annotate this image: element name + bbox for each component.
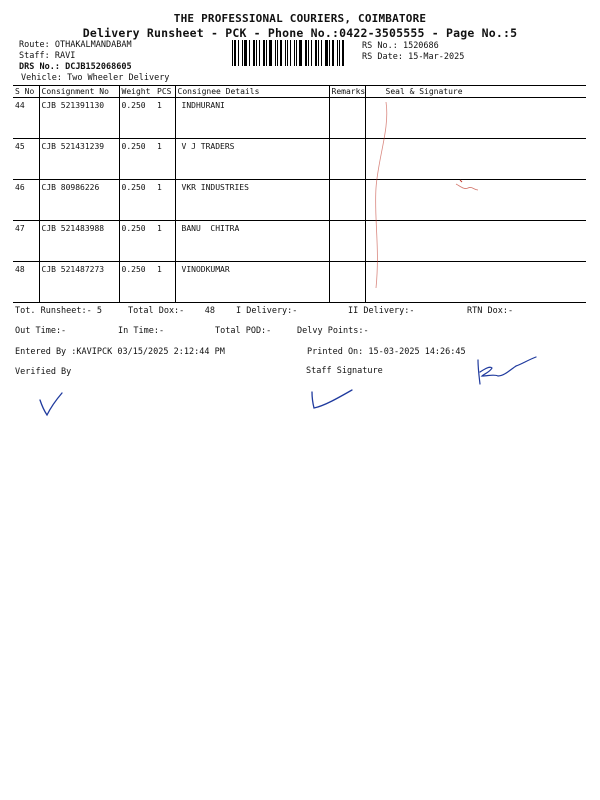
- staff-signature-label: Staff Signature: [306, 366, 383, 376]
- cell-sno: 46: [13, 180, 39, 221]
- cell-consignment: CJB 80986226: [39, 180, 119, 221]
- total-dox: Total Dox:- 48: [128, 306, 215, 316]
- barcode-bar: [342, 40, 344, 66]
- verified-by-label: Verified By: [15, 367, 72, 377]
- cell-consignment: CJB 521431239: [39, 139, 119, 180]
- cell-consignment: CJB 521483988: [39, 221, 119, 262]
- cell-pcs: 1: [155, 180, 175, 221]
- header-weight: Weight: [119, 86, 155, 98]
- header-seal-signature: Seal & Signature: [365, 86, 586, 98]
- cell-sno: 45: [13, 139, 39, 180]
- cell-consignment: CJB 521487273: [39, 262, 119, 303]
- route-label: Route:: [19, 40, 50, 50]
- cell-weight: 0.250: [119, 180, 155, 221]
- header-remarks: Remarks: [329, 86, 365, 98]
- table-row: [13, 262, 586, 303]
- vehicle-value: Two Wheeler Delivery: [67, 73, 170, 83]
- entered-by: Entered By :KAVIPCK 03/15/2025 2:12:44 PM: [15, 347, 225, 357]
- cell-consignment: CJB 521391130: [39, 98, 119, 139]
- delvy-points: Delvy Points:-: [297, 326, 369, 336]
- i-delivery: I Delivery:-: [236, 306, 298, 316]
- cell-consignee: V J TRADERS: [175, 139, 329, 180]
- rs-date-label: RS Date:: [362, 52, 403, 62]
- barcode-bar: [280, 40, 282, 66]
- handwritten-signature: [470, 354, 540, 390]
- cell-pcs: 1: [155, 98, 175, 139]
- rs-date-value: 15-Mar-2025: [408, 52, 465, 62]
- drs-value: DCJB152068605: [65, 62, 132, 72]
- cell-weight: 0.250: [119, 221, 155, 262]
- runsheet-subtitle: Delivery Runsheet - PCK - Phone No.:0422-3505555 - Page No.:5: [82, 26, 518, 40]
- barcode-bar: [329, 40, 330, 66]
- ii-delivery: II Delivery:-: [348, 306, 415, 316]
- cell-weight: 0.250: [119, 262, 155, 303]
- in-time: In Time:-: [118, 326, 165, 336]
- barcode-bar: [266, 40, 267, 66]
- barcode-bar: [299, 40, 302, 66]
- drs-line: [19, 62, 132, 72]
- cell-pcs: 1: [155, 221, 175, 262]
- printed-on: Printed On: 15-03-2025 14:26:45: [307, 347, 466, 357]
- route-line: [19, 40, 132, 50]
- barcode-bar: [242, 40, 243, 66]
- barcode-bar: [249, 40, 250, 66]
- cell-consignee: INDHURANI: [175, 98, 329, 139]
- table-header-row: [13, 86, 586, 98]
- company-title: THE PROFESSIONAL COURIERS, COIMBATORE: [173, 12, 427, 25]
- barcode-bar: [275, 40, 276, 66]
- barcode-bar: [285, 40, 286, 66]
- seal-scribble: [360, 98, 500, 298]
- cell-sno: 44: [13, 98, 39, 139]
- header-sno: S No: [13, 86, 39, 98]
- staff-label: Staff:: [19, 51, 50, 61]
- barcode: [232, 40, 347, 66]
- vehicle-label: Vehicle:: [21, 73, 62, 83]
- barcode-bar: [256, 40, 257, 66]
- staff-value: RAVI: [54, 51, 76, 61]
- cell-sno: 47: [13, 221, 39, 262]
- tot-runsheet: Tot. Runsheet:- 5: [15, 306, 102, 316]
- barcode-bar: [318, 40, 319, 66]
- header-consignment-no: Consignment No: [39, 86, 119, 98]
- total-pod: Total POD:-: [215, 326, 272, 336]
- barcode-bar: [315, 40, 317, 66]
- table-row: [13, 221, 586, 262]
- barcode-bar: [263, 40, 265, 66]
- barcode-bar: [332, 40, 334, 66]
- cell-consignee: VKR INDUSTRIES: [175, 180, 329, 221]
- cell-consignee: BANU CHITRA: [175, 221, 329, 262]
- barcode-bar: [269, 40, 272, 66]
- barcode-bar: [259, 40, 260, 66]
- cell-consignee: VINODKUMAR: [175, 262, 329, 303]
- out-time: Out Time:-: [15, 326, 67, 336]
- table-row: [13, 180, 586, 221]
- barcode-bar: [244, 40, 247, 66]
- table-row: [13, 139, 586, 180]
- barcode-bar: [321, 40, 322, 66]
- barcode-bar: [311, 40, 312, 66]
- header-consignee-details: Consignee Details: [175, 86, 329, 98]
- barcode-bar: [296, 40, 297, 66]
- barcode-bar: [308, 40, 309, 66]
- barcode-bar: [290, 40, 291, 66]
- barcode-bar: [305, 40, 307, 66]
- rs-date-line: [362, 52, 464, 62]
- vehicle-line: [21, 73, 169, 83]
- table-row: [13, 98, 586, 139]
- rs-no-value: 1520686: [402, 41, 439, 51]
- cell-weight: 0.250: [119, 98, 155, 139]
- cell-pcs: 1: [155, 139, 175, 180]
- barcode-bar: [232, 40, 233, 66]
- barcode-bar: [339, 40, 340, 66]
- header-pcs: PCS: [155, 86, 175, 98]
- barcode-bar: [294, 40, 295, 66]
- cell-sno: 48: [13, 262, 39, 303]
- barcode-bar: [238, 40, 239, 66]
- barcode-bar: [287, 40, 289, 66]
- barcode-bar: [234, 40, 236, 66]
- barcode-bar: [253, 40, 255, 66]
- staff-line: [19, 51, 75, 61]
- barcode-bar: [337, 40, 338, 66]
- staff-tick: [308, 384, 358, 414]
- cell-pcs: 1: [155, 262, 175, 303]
- rs-no-label: RS No.:: [362, 41, 398, 51]
- route-value: OTHAKALMANDABAM: [54, 40, 132, 50]
- rs-no-line: [362, 41, 439, 51]
- barcode-bar: [277, 40, 278, 66]
- barcode-bar: [325, 40, 328, 66]
- cell-weight: 0.250: [119, 139, 155, 180]
- drs-label: DRS No.:: [19, 62, 60, 72]
- runsheet-table: [13, 85, 586, 303]
- verified-tick: [36, 390, 66, 420]
- rtn-dox: RTN Dox:-: [467, 306, 514, 316]
